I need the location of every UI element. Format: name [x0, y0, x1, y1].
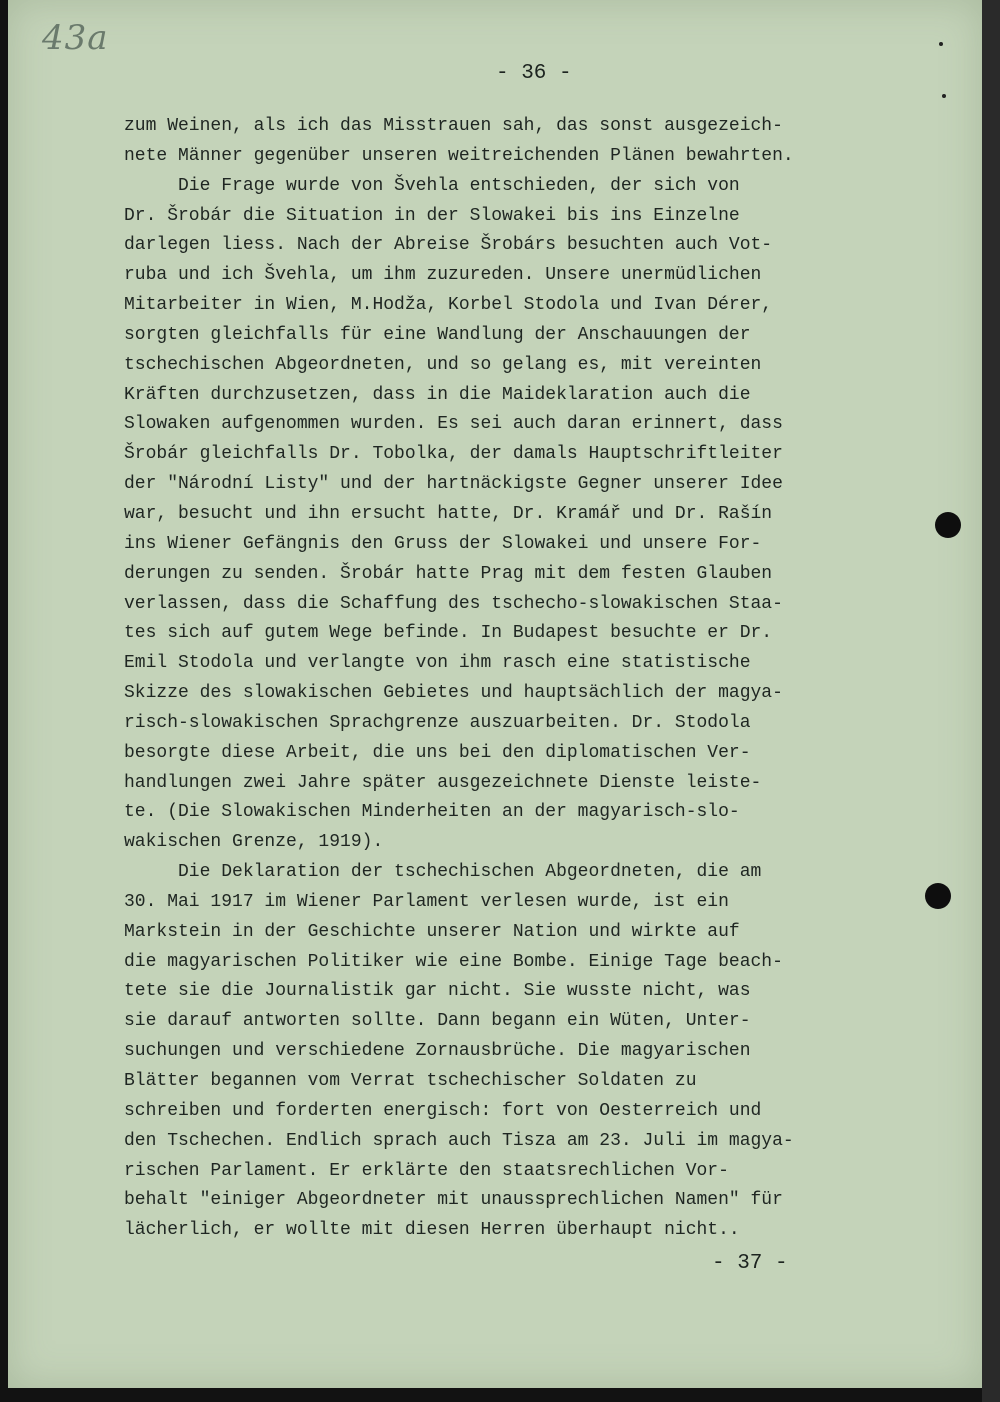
text-line: Die Deklaration der tschechischen Abgeordneten, die am: [124, 862, 762, 883]
text-line: schreiben und forderten energisch: fort von Oesterreich und: [124, 1100, 762, 1121]
text-line: Markstein in der Geschichte unserer Nation und wirkte auf: [124, 921, 740, 942]
text-line: suchungen und verschiedene Zornausbrüche. Die magyarischen: [124, 1041, 751, 1062]
page-number-top: - 36 -: [496, 62, 572, 85]
text-line: wakischen Grenze, 1919).: [124, 832, 384, 853]
text-line: Kräften durchzusetzen, dass in die Maideklaration auch die: [124, 384, 751, 405]
page-number-bottom: - 37 -: [712, 1252, 788, 1275]
text-line: ins Wiener Gefängnis den Gruss der Slowakei und unsere For-: [124, 533, 762, 554]
text-line: darlegen liess. Nach der Abreise Šrobárs besuchten auch Vot-: [124, 235, 773, 256]
text-line: rischen Parlament. Er erklärte den staatsrechlichen Vor-: [124, 1160, 729, 1181]
text-line: den Tschechen. Endlich sprach auch Tisza am 23. Juli im magya-: [124, 1130, 794, 1151]
text-line: ruba und ich Švehla, um ihm zuzureden. Unsere unermüdlichen: [124, 265, 762, 286]
text-line: tete sie die Journalistik gar nicht. Sie wusste nicht, was: [124, 981, 751, 1002]
scan-edge: [982, 0, 1000, 1402]
margin-note: 43a: [42, 18, 109, 58]
text-line: te. (Die Slowakischen Minderheiten an der magyarisch-slo-: [124, 802, 740, 823]
text-line: risch-slowakischen Sprachgrenze auszuarbeiten. Dr. Stodola: [124, 712, 751, 733]
text-line: besorgte diese Arbeit, die uns bei den diplomatischen Ver-: [124, 742, 751, 763]
punch-hole: [935, 512, 961, 538]
typed-body-text: [124, 112, 794, 1246]
text-line: der "Národní Listy" und der hartnäckigste Gegner unserer Idee: [124, 474, 783, 495]
text-line: tes sich auf gutem Wege befinde. In Budapest besuchte er Dr.: [124, 623, 773, 644]
text-line: 30. Mai 1917 im Wiener Parlament verlesen wurde, ist ein: [124, 891, 729, 912]
text-line: verlassen, dass die Schaffung des tschecho-slowakischen Staa-: [124, 593, 783, 614]
document-page: [8, 0, 982, 1388]
text-line: lächerlich, er wollte mit diesen Herren überhaupt nicht..: [124, 1220, 740, 1241]
text-line: sie darauf antworten sollte. Dann begann ein Wüten, Unter-: [124, 1011, 751, 1032]
text-line: Dr. Šrobár die Situation in der Slowakei bis ins Einzelne: [124, 205, 740, 226]
text-line: derungen zu senden. Šrobár hatte Prag mit dem festen Glauben: [124, 563, 773, 584]
text-line: Skizze des slowakischen Gebietes und hauptsächlich der magya-: [124, 683, 783, 704]
text-line: nete Männer gegenüber unseren weitreichenden Plänen bewahrten.: [124, 145, 794, 166]
text-line: Mitarbeiter in Wien, M.Hodža, Korbel Stodola und Ivan Dérer,: [124, 295, 773, 316]
text-line: behalt "einiger Abgeordneter mit unaussprechlichen Namen" für: [124, 1190, 783, 1211]
ink-dot: [942, 94, 946, 98]
text-line: Slowaken aufgenommen wurden. Es sei auch daran erinnert, dass: [124, 414, 783, 435]
ink-dot: [939, 42, 943, 46]
text-line: die magyarischen Politiker wie eine Bombe. Einige Tage beach-: [124, 951, 783, 972]
text-line: handlungen zwei Jahre später ausgezeichnete Dienste leiste-: [124, 772, 762, 793]
text-line: sorgten gleichfalls für eine Wandlung der Anschauungen der: [124, 324, 751, 345]
text-line: war, besucht und ihn ersucht hatte, Dr. Kramář und Dr. Rašín: [124, 503, 773, 524]
text-line: tschechischen Abgeordneten, und so gelang es, mit vereinten: [124, 354, 762, 375]
text-line: Šrobár gleichfalls Dr. Tobolka, der damals Hauptschriftleiter: [124, 444, 783, 465]
text-line: Die Frage wurde von Švehla entschieden, der sich von: [124, 175, 740, 196]
punch-hole: [925, 883, 951, 909]
text-line: zum Weinen, als ich das Misstrauen sah, das sonst ausgezeich-: [124, 116, 783, 136]
text-line: Blätter begannen vom Verrat tschechischer Soldaten zu: [124, 1071, 697, 1091]
text-line: Emil Stodola und verlangte von ihm rasch eine statistische: [124, 653, 751, 674]
